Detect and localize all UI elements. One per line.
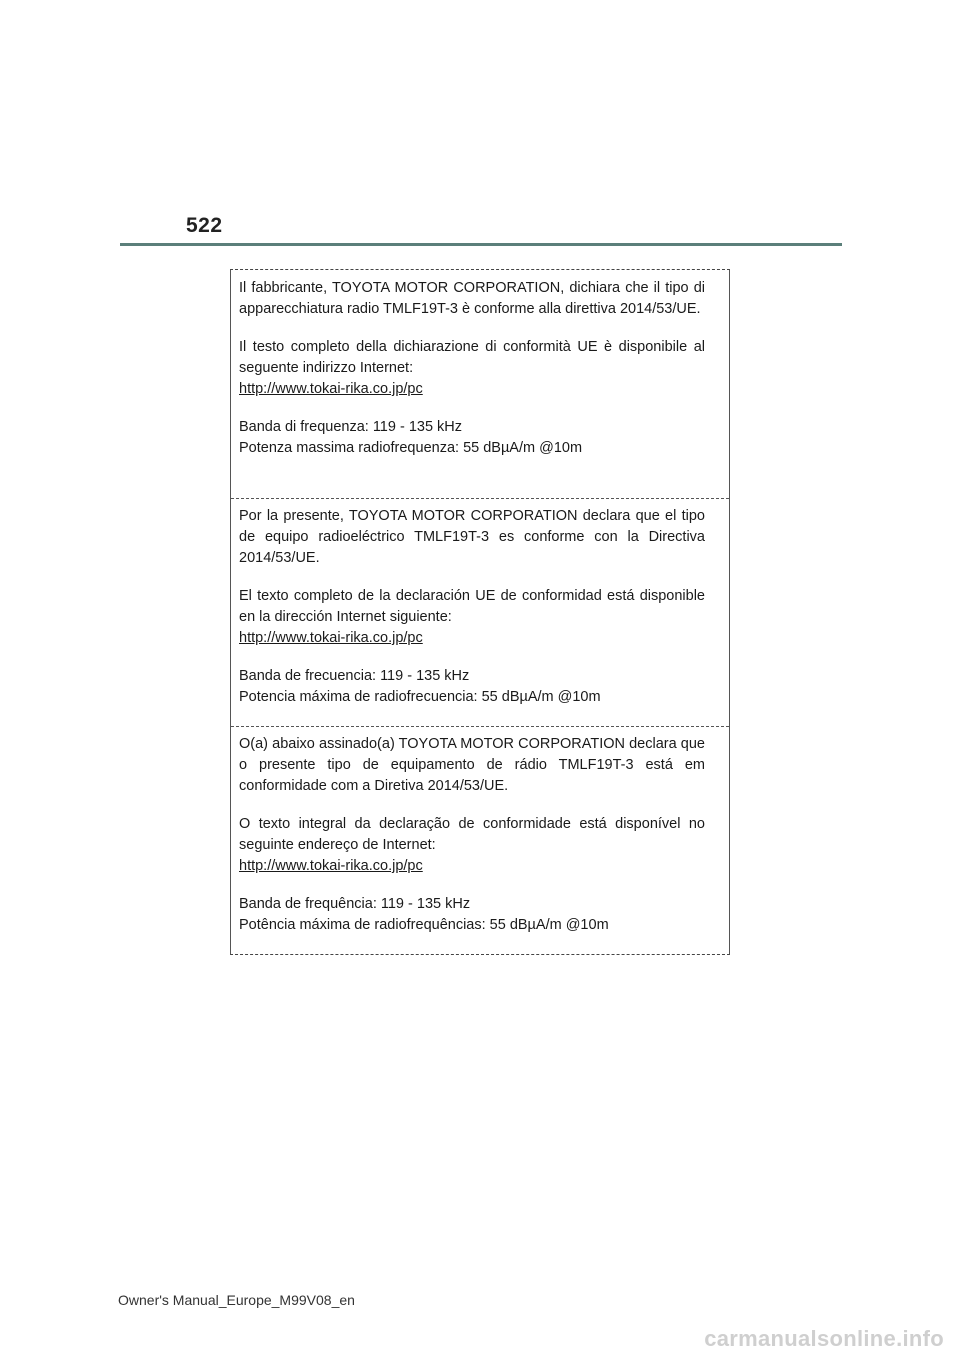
full-text-intro-label: O texto integral da declaração de conformidade está disponível no seguinte endereço de Internet: bbox=[239, 816, 705, 853]
full-text-intro bbox=[239, 586, 705, 649]
footer-manual-id: Owner's Manual_Europe_M99V08_en bbox=[118, 1292, 355, 1308]
max-power: Potência máxima de radiofrequências: 55 dBµA/m @10m bbox=[239, 917, 609, 933]
full-text-intro bbox=[239, 337, 705, 400]
full-text-intro-label: Il testo completo della dichiarazione di conformità UE è disponibile al seguente indirizzo Internet: bbox=[239, 339, 705, 376]
max-power: Potenza massima radiofrequenza: 55 dBµA/m @10m bbox=[239, 440, 583, 456]
conformity-link[interactable]: http://www.tokai-rika.co.jp/pc bbox=[239, 858, 423, 874]
max-power: Potencia máxima de radiofrecuencia: 55 dBµA/m @10m bbox=[239, 689, 601, 705]
conformity-link[interactable]: http://www.tokai-rika.co.jp/pc bbox=[239, 381, 423, 397]
frequency-band: Banda de frequência: 119 - 135 kHz bbox=[239, 896, 471, 912]
declaration-text: Il fabbricante, TOYOTA MOTOR CORPORATION, dichiara che il tipo di apparecchiatura radio TMLF19T-3 è conforme alla direttiva 2014/53/UE. bbox=[239, 280, 705, 317]
watermark: carmanualsonline.info bbox=[704, 1326, 944, 1351]
declaration-box bbox=[230, 269, 730, 955]
declaration-section-spanish bbox=[231, 498, 729, 726]
header-rule bbox=[120, 243, 842, 246]
full-text-intro bbox=[239, 814, 705, 877]
frequency-band: Banda di frequenza: 119 - 135 kHz bbox=[239, 419, 463, 435]
frequency-band: Banda de frecuencia: 119 - 135 kHz bbox=[239, 668, 470, 684]
declaration-text: Por la presente, TOYOTA MOTOR CORPORATION declara que el tipo de equipo radioeléctrico TMLF19T-3 es conforme con la Directiva 2014/53/UE. bbox=[239, 508, 705, 566]
declaration-section-portuguese bbox=[231, 726, 729, 954]
declaration-text: O(a) abaixo assinado(a) TOYOTA MOTOR CORPORATION declara que o presente tipo de equipamento de rádio TMLF19T-3 está em conformidade com a Diretiva 2014/53/UE. bbox=[239, 736, 705, 794]
declaration-section-italian bbox=[231, 270, 729, 498]
page-number: 522 bbox=[186, 214, 223, 237]
conformity-link[interactable]: http://www.tokai-rika.co.jp/pc bbox=[239, 630, 423, 646]
full-text-intro-label: El texto completo de la declaración UE de conformidad está disponible en la dirección Internet siguiente: bbox=[239, 588, 705, 625]
